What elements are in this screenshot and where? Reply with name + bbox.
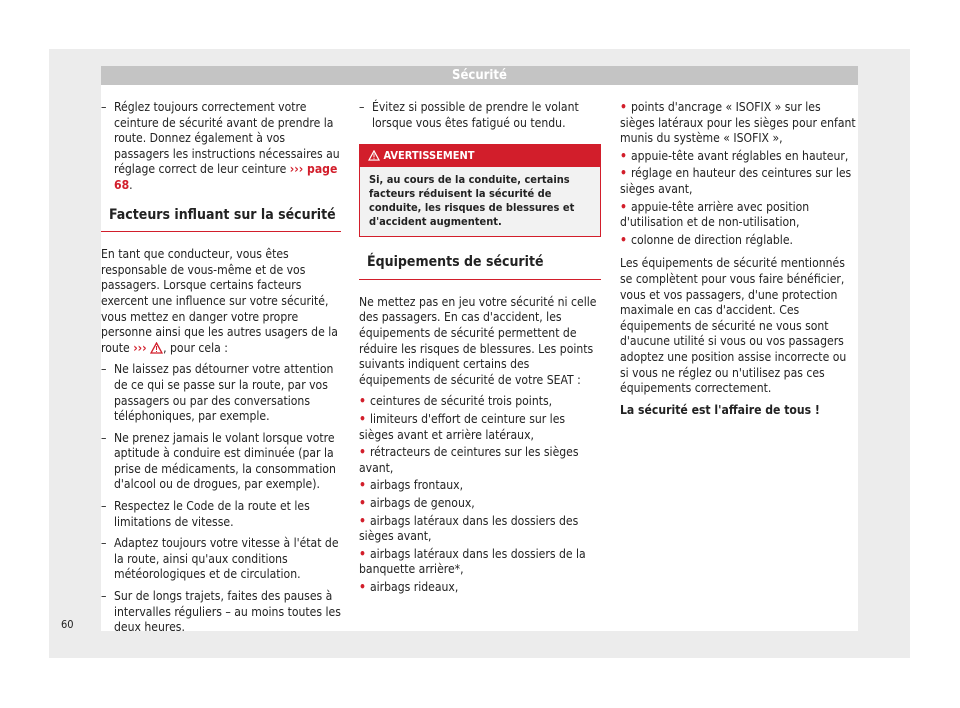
warning-body: Si, au cours de la conduite, certains facteurs réduisent la sécurité de conduite, les risques de blessures et d'accident augmentent. — [360, 167, 600, 236]
list-item: – Sur de longs trajets, faites des pauses à intervalles réguliers – au moins toutes les deux heures. — [101, 589, 341, 635]
bullet-item: • ceintures de sécurité trois points, — [359, 394, 553, 409]
warning-triangle-icon — [368, 150, 380, 161]
warning-title: AVERTISSEMENT — [383, 149, 475, 163]
list-item: – Évitez si possible de prendre le volant lorsque vous êtes fatigué ou tendu. — [359, 100, 579, 130]
closing-statement: La sécurité est l'affaire de tous ! — [620, 402, 820, 417]
bullet-item: • airbags latéraux dans les dossiers des sièges avant, — [359, 513, 579, 544]
bullet-item: • limiteurs d'effort de ceinture sur les sièges avant et arrière latéraux, — [359, 411, 566, 442]
warning-triangle-icon — [150, 342, 163, 354]
section-title: Équipements de sécurité — [359, 255, 601, 280]
warning-header — [360, 145, 600, 167]
column-3 — [620, 100, 858, 424]
list-item: – Ne prenez jamais le volant lorsque votre aptitude à conduire est diminuée (par la prise de médicaments, la consommation d'alcool ou de drogues, par exemple). — [101, 430, 336, 492]
page-reference-link[interactable]: ››› page 68 — [114, 162, 338, 192]
bullet-item: • colonne de direction réglable. — [620, 232, 793, 247]
page-header: Sécurité — [101, 66, 858, 85]
bullet-item: • airbags frontaux, — [359, 478, 464, 493]
list-item: – Adaptez toujours votre vitesse à l'état de la route, ainsi qu'aux conditions météorologiques et de circulation. — [101, 536, 339, 582]
list-item: – Ne laissez pas détourner votre attention de ce qui se passe sur la route, par vos passagers ou par des conversations téléphoniques, par exemple. — [101, 362, 334, 424]
list-item: – Respectez le Code de la route et les limitations de vitesse. — [101, 499, 310, 529]
paragraph: Ne mettez pas en jeu votre sécurité ni celle des passagers. En cas d'accident, les équipements de sécurité permettent de réduire les risques de blessures. Les points suivants indiquent certains des équipements de sécurité de votre SEAT : — [359, 294, 597, 387]
bullet-item: • appuie-tête avant réglables en hauteur, — [620, 148, 849, 163]
bullet-item: • airbags de genoux, — [359, 495, 475, 510]
list-item: – Réglez toujours correctement votre ceinture de sécurité avant de prendre la route. Donnez également à vos passagers les instructions nécessaires au réglage correct de leur ceinture ››› page 68. — [101, 100, 340, 192]
bullet-item: • appuie-tête arrière avec position d'utilisation et de non-utilisation, — [620, 199, 810, 230]
paragraph: En tant que conducteur, vous êtes responsable de vous-même et de vos passagers. Lorsque certains facteurs exercent une influence sur votre sécurité, vous mettez en danger votre propre personne ainsi que les autres usagers de la route ››› , pour cela : — [101, 247, 338, 355]
page-number: 60 — [61, 618, 74, 631]
bullet-item: • rétracteurs de ceintures sur les sièges avant, — [359, 445, 579, 475]
column-1 — [101, 100, 341, 642]
warning-box — [359, 144, 601, 237]
arrow-reference[interactable]: ››› — [133, 340, 147, 355]
column-2 — [359, 100, 601, 597]
paragraph: Les équipements de sécurité mentionnés se complètent pour vous faire bénéficier, vous et vos passagers, d'une protection maximale en cas d'accident. Ces équipements de sécurité ne vous sont d'aucune utilité si vous ou vos passagers adoptez une position assise incorrecte ou si vous ne réglez ou n'utilisez pas ces équipements correctement. — [620, 256, 847, 396]
bullet-item: • airbags rideaux, — [359, 579, 459, 594]
bullet-item: • réglage en hauteur des ceintures sur les sièges avant, — [620, 166, 852, 196]
section-title: Facteurs influant sur la sécurité — [101, 208, 341, 233]
bullet-item: • points d'ancrage « ISOFIX » sur les sièges latéraux pour les sièges pour enfant munis du système « ISOFIX », — [620, 100, 856, 146]
bullet-item: • airbags latéraux dans les dossiers de la banquette arrière*, — [359, 546, 586, 577]
